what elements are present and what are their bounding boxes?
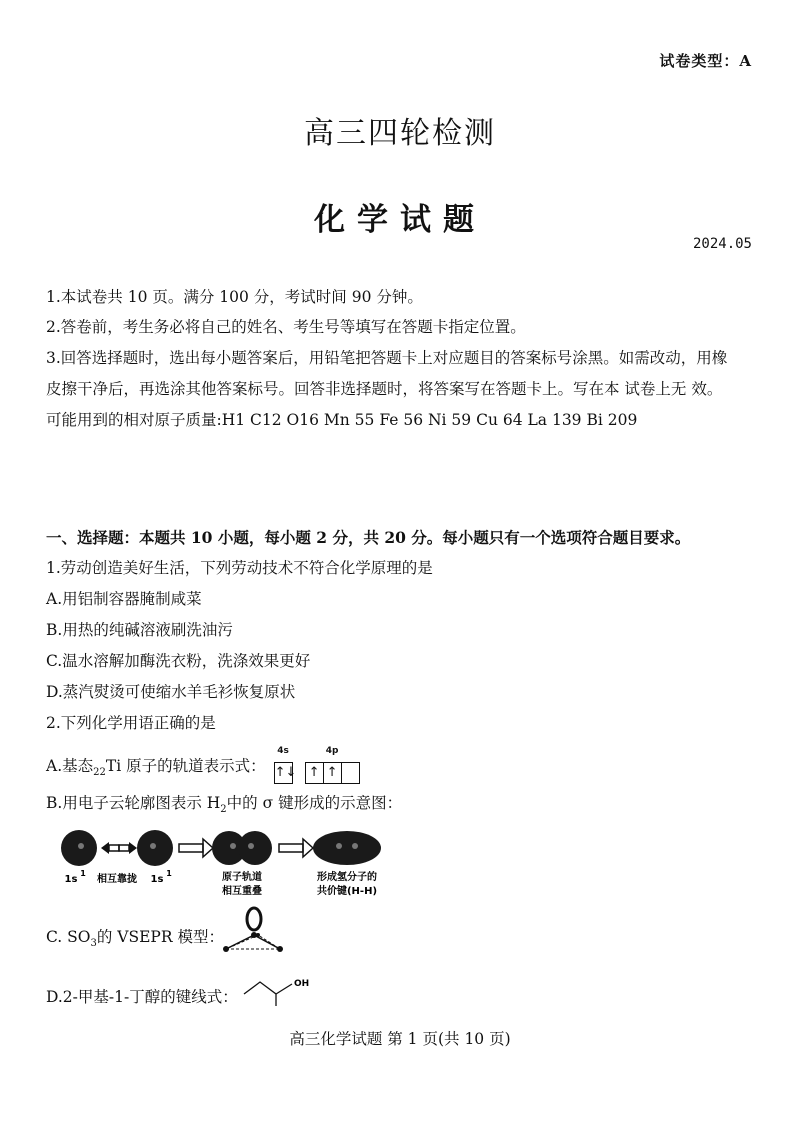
oh-label: OH — [294, 979, 310, 989]
q2-option-d: D.2-甲基-1-丁醇的键线式： — [46, 988, 238, 1006]
question-2-stem: 2.下列化学用语正确的是 — [46, 714, 216, 732]
orbital-4p-cell-2: ↑ — [324, 763, 342, 783]
label-1s-left: 1s — [64, 874, 78, 885]
orbital-4p-label: 4p — [325, 746, 339, 756]
atomic-masses: 可能用到的相对原子质量:H1 C12 O16 Mn 55 Fe 56 Ni 59 Cu 64 La 139 Bi 209 — [46, 411, 638, 429]
label-mutual: 相互靠拢 — [97, 874, 137, 885]
orbital-4p-cell-1: ↑ — [306, 763, 324, 783]
skeletal-formula — [240, 972, 320, 1008]
exam-date: 2024.05 — [692, 236, 752, 252]
h-nucleus-right — [150, 843, 156, 849]
instruction-3-cont: 皮擦干净后，再选涂其他答案标号。回答非选择题时，将答案写在答题卡上。写在本 试卷上无 效。 — [46, 380, 723, 398]
orbital-4s — [274, 740, 297, 784]
q1-option-c: C.温水溶解加酶洗衣粉，洗涤效果更好 — [46, 652, 311, 670]
arrow-3-body — [279, 844, 303, 852]
paper-type: 试卷类型：A — [659, 52, 752, 70]
carbon-chain — [244, 982, 276, 1006]
instruction-1: 1.本试卷共 10 页。满分 100 分，考试时间 90 分钟。 — [46, 288, 423, 306]
ligand-2 — [277, 946, 283, 952]
section-heading: 一、选择题：本题共 10 小题，每小题 2 分，共 20 分。每小题只有一个选项符合题目要求。 — [46, 528, 691, 547]
label-overlap-2: 相互重叠 — [222, 886, 262, 897]
arrow-3-head — [303, 839, 313, 857]
label-form-1: 形成氢分子的 — [317, 872, 377, 883]
arrow-right-1 — [101, 842, 109, 854]
label-overlap-1: 原子轨道 — [222, 872, 262, 883]
sigma-bond-figure — [55, 824, 395, 904]
arrow-left-1-body — [119, 845, 129, 851]
ligand-3 — [256, 933, 260, 937]
arrow-left-1 — [129, 842, 137, 854]
lone-pair-lobe — [247, 908, 261, 930]
question-1-stem: 1.劳动创造美好生活，下列劳动技术不符合化学原理的是 — [46, 559, 433, 577]
orbital-4p-cell-3 — [342, 763, 359, 783]
page-title: 高三四轮检测 — [304, 116, 496, 151]
arrow-2-body — [179, 844, 203, 852]
instruction-2: 2.答卷前，考生务必将自己的姓名、考生号等填写在答题卡指定位置。 — [46, 318, 526, 336]
arrow-2-head — [203, 839, 213, 857]
vsepr-bond-2 — [254, 935, 280, 949]
q1-option-d: D.蒸汽熨烫可使缩水羊毛衫恢复原状 — [46, 683, 296, 701]
subject-title: 化学试题 — [314, 202, 486, 238]
h2-nucleus-right — [352, 843, 358, 849]
page-footer: 高三化学试题 第 1 页(共 10 页) — [289, 1030, 511, 1048]
label-form-2: 共价键(H-H) — [316, 886, 378, 897]
arrow-right-1-body — [109, 845, 119, 851]
q2-option-c: C. $SO_3$的 VSEPR 模型： — [46, 928, 224, 950]
vsepr-model — [218, 905, 290, 957]
orbital-4p — [305, 740, 360, 784]
overlap-nucleus-right — [248, 843, 254, 849]
h2-molecule — [313, 831, 381, 865]
q2-option-b: B.用电子云轮廓图表示 $H_2$中的 σ 键形成的示意图： — [46, 794, 403, 816]
q1-option-b: B.用热的纯碱溶液刷洗油污 — [46, 621, 233, 639]
orbital-4s-label: 4s — [277, 746, 289, 756]
instruction-3: 3.回答选择题时，选出每小题答案后，用铅笔把答题卡上对应题目的答案标号涂黑。如需改动，用橡 — [46, 349, 728, 367]
orbital-4s-cell: ↑↓ — [274, 765, 297, 780]
q1-option-a: A.用铝制容器腌制咸菜 — [46, 590, 202, 608]
overlap-nucleus-left — [230, 843, 236, 849]
label-sup-left: 1 — [80, 869, 86, 878]
label-sup-right: 1 — [166, 869, 172, 878]
h2-nucleus-left — [336, 843, 342, 849]
h-nucleus-left — [78, 843, 84, 849]
ligand-1 — [223, 946, 229, 952]
label-1s-right: 1s — [150, 874, 164, 885]
bond-to-oh — [276, 984, 292, 994]
overlap-atom-right — [238, 831, 272, 865]
q2-option-a-text: A.基态$_{22}$Ti 原子的轨道表示式： — [46, 756, 266, 778]
vsepr-bond-1 — [226, 935, 254, 949]
q2-option-a — [46, 740, 360, 784]
